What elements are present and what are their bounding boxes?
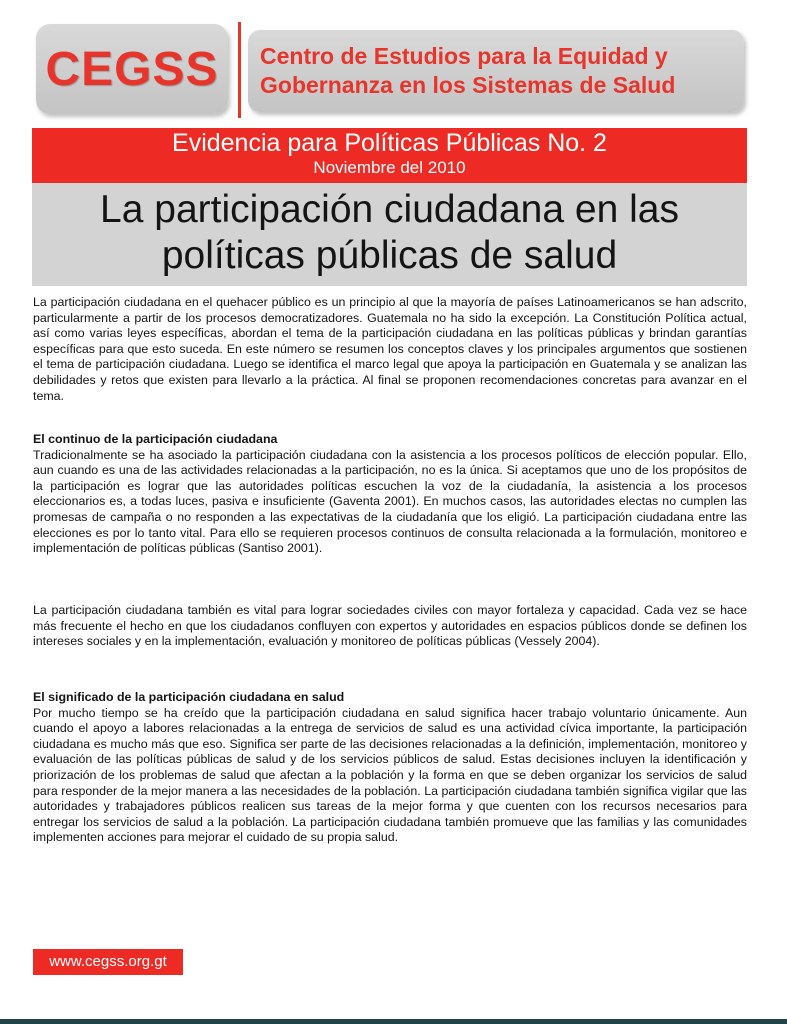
logo-badge — [36, 24, 228, 114]
series-banner — [32, 128, 747, 183]
section-paragraph: Por mucho tiempo se ha creído que la participación ciudadana en salud significa hacer trabajo voluntario únicamente. Aun cuando el apoyo a labores relacionadas a la entrega de servicios de salud es una actividad cívica importante, la participación ciudadana es mucho más que eso. Significa ser parte de las decisiones relacionadas a la definición, implementación, monitoreo y evaluación de las políticas públicas de salud y de los servicios públicos de salud. Estas decisiones incluyen la identificación y priorización de los problemas de salud que afectan a la población y la forma en que se deben organizar los servicios de salud para responder de la mejor manera a las necesidades de la población. La participación ciudadana también significa vigilar que las autoridades y trabajadores públicos realicen sus tareas de la mejor forma y que cuenten con los recursos necesarios para entregar los servicios de salud a la población. La participación ciudadana también promueve que las familias y las comunidades implementen acciones para mejorar el cuidado de su propia salud. — [33, 705, 747, 845]
document-title-line-2: políticas públicas de salud — [161, 234, 618, 277]
website-link[interactable]: www.cegss.org.gt — [33, 949, 183, 975]
organization-name-line-2: Gobernanza en los Sistemas de Salud — [260, 72, 676, 98]
publication-date: Noviembre del 2010 — [313, 158, 466, 177]
section-heading: El significado de la participación ciudadana en salud — [33, 690, 345, 704]
section-continuo-paragraph-2: La participación ciudadana también es vital para lograr sociedades civiles con mayor fortaleza y capacidad. Cada vez se hace más frecuente el hecho en que los ciudadanos confluyen con expertos y autoridades en espacios públicos donde se definen los intereses sociales y en la implementación, evaluación y monitoreo de políticas públicas (Vessely 2004). — [33, 603, 747, 649]
document-title — [32, 183, 747, 279]
logo-text: CEGSS — [45, 42, 219, 96]
section-continuo — [33, 432, 747, 557]
section-significado — [33, 690, 747, 846]
series-title: Evidencia para Políticas Públicas No. 2 — [172, 129, 607, 157]
intro-paragraph: La participación ciudadana en el quehacer público es un principio al que la mayoría de países Latinoamericanos se han adscrito, particularmente a partir de los procesos democratizadores. Guatemala no ha sido la excepción. La Constitución Política actual, así como varias leyes específicas, abordan el tema de la participación ciudadana en las políticas públicas y brindan garantías específicas para que esto suceda. En este número se resumen los conceptos claves y los principales argumentos que sostienen el tema de participación ciudadana. Luego se identifica el marco legal que apoya la participación en Guatemala y se analizan las debilidades y retos que existen para llevarlo a la práctica. Al final se proponen recomendaciones concretas para avanzar en el tema. — [33, 295, 747, 403]
bottom-bar — [0, 1019, 787, 1024]
organization-name-box — [248, 30, 744, 112]
section-heading: El continuo de la participación ciudadana — [33, 432, 278, 446]
header-divider — [238, 22, 241, 118]
organization-name-line-1: Centro de Estudios para la Equidad y — [260, 43, 668, 69]
title-box — [32, 183, 747, 286]
section-paragraph: Tradicionalmente se ha asociado la participación ciudadana con la asistencia a los procesos políticos de elección popular. Ello, aun cuando es una de las actividades relacionadas a la participación, no es la única. Si aceptamos que uno de los propósitos de la participación es lograr que las autoridades políticas escuchen la voz de la ciudadanía, la asistencia a los procesos eleccionarios es, a todas luces, pasiva e insuficiente (Gaventa 2001). En muchos casos, las autoridades electas no cumplen las promesas de campaña o no responden a las expectativas de la ciudadanía que los eligió. La participación ciudadana entre las elecciones es por lo tanto vital. Para ello se requieren procesos continuos de consulta relacionada a la formulación, monitoreo e implementación de políticas públicas (Santiso 2001). — [33, 447, 747, 556]
document-title-line-1: La participación ciudadana en las — [100, 188, 679, 231]
